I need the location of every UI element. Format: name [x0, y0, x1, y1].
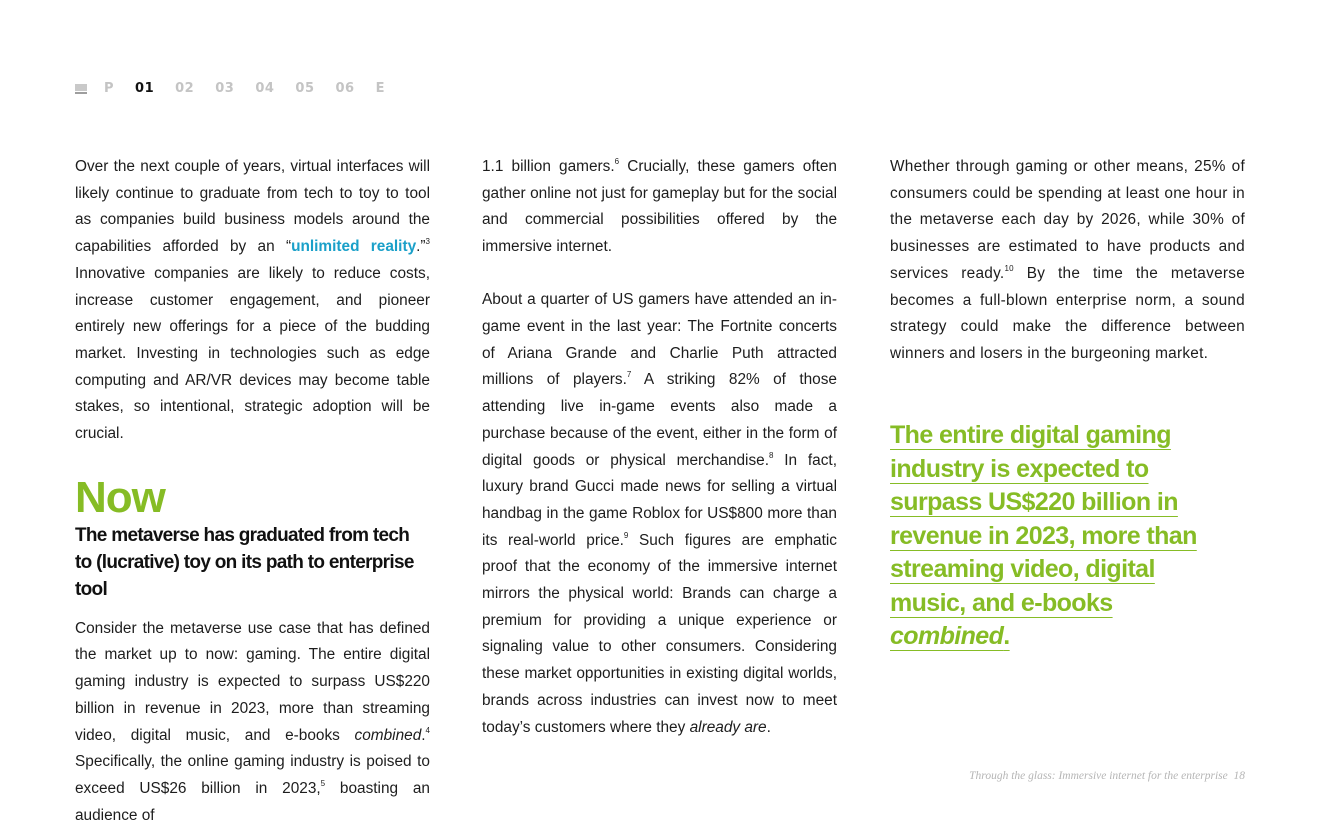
- events-paragraph: About a quarter of US gamers have attended an in-game event in the last year: The Fortnite concerts of Ariana Grande and Charlie Puth attracted millions of players.$^7$ A striking 82% of those attending live in-game events also made a purchase because of the event, either in the form of digital goods or physical merchandise.$^8$ In fact, luxury brand Gucci made news for selling a virtual handbag in the game Roblox for US$800 more than its real-world price.$^9$ Such figures are emphatic proof that the economy of the immersive internet mirrors the physical world: Brands can charge a premium for providing a unique experience or signaling value to other consumers. Considering these market opportunities in existing digital worlds, brands across industries can invest now to meet today’s customers where they already are.: [482, 291, 837, 736]
- footnote-4[interactable]: 4: [425, 725, 430, 735]
- chapter-nav: [75, 79, 406, 97]
- footnote-7[interactable]: 7: [626, 370, 632, 380]
- page-number: 18: [1233, 770, 1245, 782]
- column-3: [890, 154, 1245, 368]
- nav-item-05[interactable]: 05: [295, 80, 315, 96]
- footnote-10[interactable]: 10: [1004, 263, 1014, 273]
- gamers-paragraph: 1.1 billion gamers.$^6$ Crucially, these gamers often gather online not just for gameplay but for the social and commercial possibilities offered by the immersive internet.: [482, 157, 837, 256]
- footnote-8[interactable]: 8: [769, 450, 774, 460]
- footnote-9[interactable]: 9: [623, 530, 629, 540]
- unlimited-reality-link[interactable]: unlimited reality: [291, 238, 417, 256]
- section-heading: Now: [75, 472, 165, 522]
- consumers-paragraph: Whether through gaming or other means, 25% of consumers could be spending at least one hour in the metaverse each day by 2026, while 30% of businesses are estimated to have products and services ready.$^{10}$ By the time the metaverse becomes a full-blown enterprise norm, a sound strategy could make the difference between winners and losers in the burgeoning market.: [890, 158, 1246, 362]
- nav-item-01[interactable]: 01: [135, 80, 155, 96]
- nav-item-06[interactable]: 06: [335, 80, 355, 96]
- footnote-3[interactable]: 3: [425, 237, 430, 247]
- menu-icon[interactable]: [75, 82, 87, 94]
- nav-item-02[interactable]: 02: [175, 80, 195, 96]
- gaming-paragraph: Consider the metaverse use case that has defined the market up to now: gaming. The entire digital gaming industry is expected to surpass US$220 billion in revenue in 2023, more than streaming video, digital music, and e-books combined.$^4$ Specifically, the online gaming industry is poised to exceed US$26 billion in 2023,$^5$ boasting an audience of: [75, 619, 430, 824]
- section-subheading: The metaverse has graduated from tech to (lucrative) toy on its path to enterprise tool: [75, 524, 414, 600]
- document-title: Through the glass: Immersive internet for the enterprise: [969, 770, 1228, 782]
- nav-item-04[interactable]: 04: [255, 80, 275, 96]
- pull-quote: The entire digital gaming industry is expected to surpass US$220 billion in revenue in 2023, more than streaming video, digital music, and e-books combined.: [890, 421, 1197, 650]
- footnote-6[interactable]: 6: [614, 157, 620, 166]
- nav-item-p[interactable]: P: [104, 80, 115, 96]
- column-2: [482, 154, 837, 741]
- nav-item-e[interactable]: E: [375, 80, 385, 96]
- page-footer: [969, 770, 1245, 782]
- intro-paragraph: Over the next couple of years, virtual interfaces will likely continue to graduate from tech to toy to tool as companies build business models around the capabilities afforded by an “unlimited reality.”$^3$ Innovative companies are likely to reduce costs, increase customer engagement, and pioneer entirely new offerings for a piece of the budding market. Investing in technologies such as edge computing and AR/VR devices may become table stakes, so intentional, strategic adoption will be crucial.: [75, 158, 430, 443]
- footnote-5[interactable]: 5: [320, 778, 326, 788]
- nav-item-03[interactable]: 03: [215, 80, 235, 96]
- column-1: [75, 154, 430, 829]
